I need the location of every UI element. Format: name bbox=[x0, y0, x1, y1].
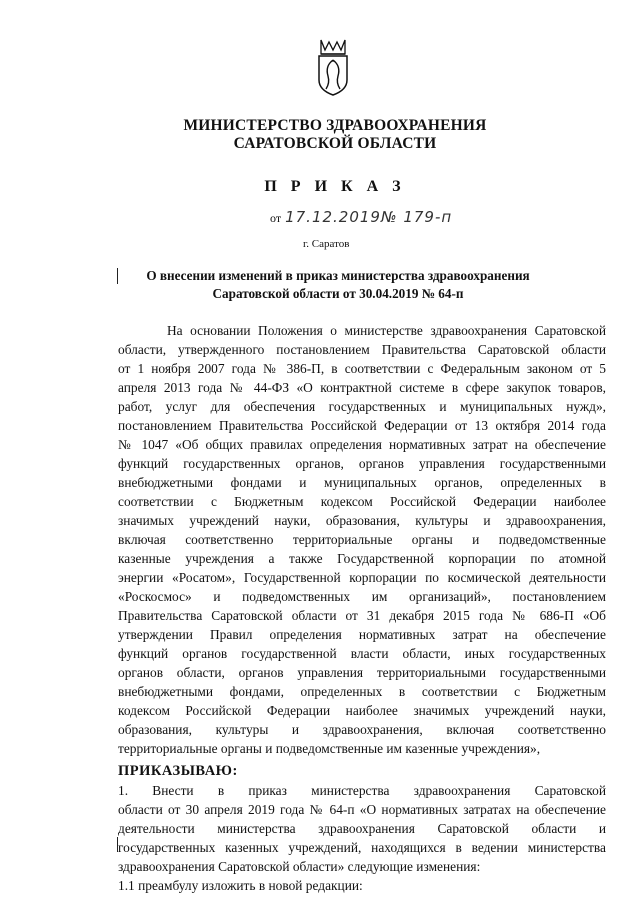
preamble-line: постановлением Правительства Российской Федерации от 13 октября 2014 года bbox=[118, 418, 606, 433]
order-date-row bbox=[270, 208, 452, 226]
preamble-line: казенные учреждения а также Государственной корпорации по атомной bbox=[118, 551, 606, 566]
subject-line2: Саратовской области от 30.04.2019 № 64-п bbox=[212, 286, 464, 301]
preamble-line: значимых учреждений науки, образования, культуры и здравоохранения, bbox=[118, 513, 606, 528]
preamble-line: утверждении Правил определения нормативных затрат на обеспечение bbox=[118, 627, 606, 642]
preamble-line: кодексом Российской Федерации наиболее значимых учреждений науки, bbox=[118, 703, 606, 718]
preamble-line: № 1047 «Об общих правилах определения нормативных затрат на обеспечение bbox=[118, 437, 606, 452]
item-line: области от 30 апреля 2019 года № 64-п «О нормативных затратах на обеспечение bbox=[118, 802, 606, 817]
item-line: 1.1 преамбулу изложить в новой редакции: bbox=[118, 878, 363, 893]
preamble-line: территориальные органы и подведомственные им казенные учреждения», bbox=[118, 741, 541, 756]
item-line: деятельности министерства здравоохранения Саратовской области и bbox=[118, 821, 606, 836]
preamble-line: включая соответственно территориальные органы и подведомственные bbox=[118, 532, 606, 547]
preamble-line: органов области, органов управления территориальными государственными bbox=[118, 665, 606, 680]
preamble-line: энергии «Росатом», Государственной корпорации по космической деятельности bbox=[118, 570, 606, 585]
ministry-name-line2: САРАТОВСКОЙ ОБЛАСТИ bbox=[233, 135, 437, 152]
preamble-line: работ, услуг для обеспечения государственных и муниципальных нужд», bbox=[118, 399, 606, 414]
subject-line1: О внесении изменений в приказ министерства здравоохранения bbox=[146, 268, 530, 283]
preamble-line: внебюджетными фондами и муниципальных органов, определенных в bbox=[118, 475, 606, 490]
preamble-line: апреля 2013 года № 44-ФЗ «О контрактной системе в сфере закупок товаров, bbox=[118, 380, 606, 395]
order-word: ПРИКАЗЫВАЮ: bbox=[118, 763, 238, 779]
ministry-name-line1: МИНИСТЕРСТВО ЗДРАВООХРАНЕНИЯ bbox=[183, 117, 487, 134]
coat-of-arms-emblem bbox=[312, 36, 354, 98]
preamble-line: образования, культуры и здравоохранения, включая соответственно bbox=[118, 722, 606, 737]
preamble-line: от 1 ноября 2007 года № 386-П, в соответствии с Федеральным законом от 5 bbox=[118, 361, 606, 376]
preamble-line: «Роскосмос» и подведомственных им организаций», постановлением bbox=[118, 589, 606, 604]
item-line: 1. Внести в приказ министерства здравоохранения Саратовской bbox=[118, 783, 606, 798]
date-prefix: от bbox=[270, 211, 282, 225]
preamble-line: функций органов государственной власти области, иных государственных bbox=[118, 646, 606, 661]
preamble-line: соответствии с Бюджетным кодексом Российской Федерации наиболее bbox=[118, 494, 606, 509]
preamble-line: функций государственных органов, органов управления государственными bbox=[118, 456, 606, 471]
preamble-line: внебюджетными фондами, определенных в соответствии с Бюджетным bbox=[118, 684, 606, 699]
preamble-line: На основании Положения о министерстве здравоохранения Саратовской bbox=[167, 323, 606, 338]
city: г. Саратов bbox=[303, 238, 350, 250]
item-line: государственных казенных учреждений, находящихся в ведении министерства bbox=[118, 840, 606, 855]
preamble-line: области, утвержденного постановлением Правительства Саратовской области bbox=[118, 342, 606, 357]
handwritten-date-number: 17.12.2019№ 179-п bbox=[285, 208, 453, 226]
scan-margin-mark bbox=[117, 268, 118, 284]
order-title: П Р И К А З bbox=[264, 178, 406, 195]
item-line: здравоохранения Саратовской области» следующие изменения: bbox=[118, 859, 481, 874]
preamble-line: Правительства Саратовской области от 31 декабря 2015 года № 686-П «Об bbox=[118, 608, 606, 623]
